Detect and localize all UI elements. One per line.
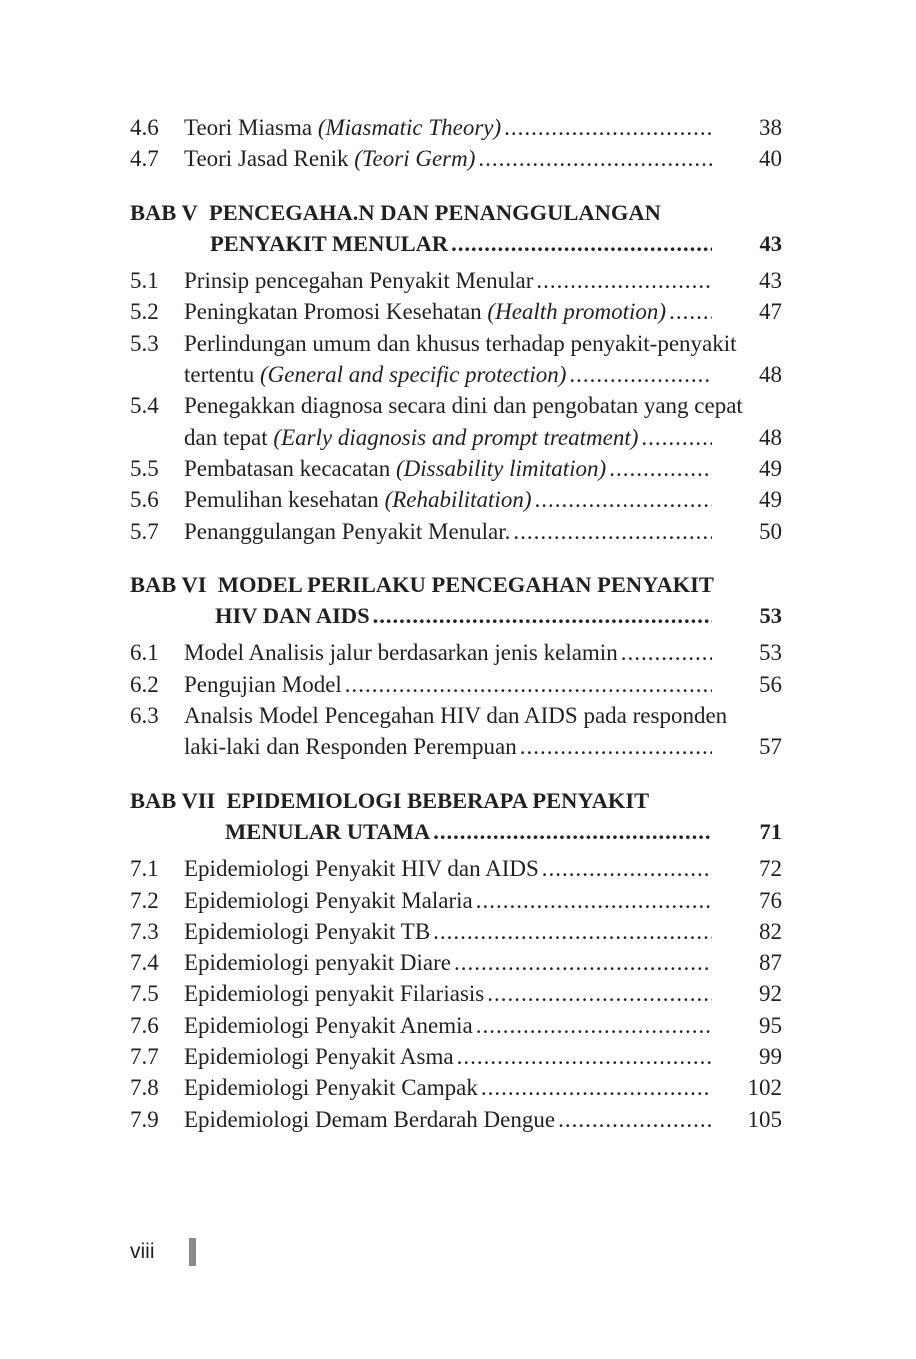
entry-title [184,637,742,668]
toc-entry [130,731,782,762]
entry-text [184,637,618,668]
dot-leader [451,228,712,259]
dot-leader [641,422,712,453]
entry-text [184,359,566,390]
toc-entry [130,1072,782,1103]
entry-page: 87 [759,950,782,976]
entry-page: 72 [759,856,782,882]
entry-title-text: Epidemiologi Penyakit Asma [184,1044,454,1070]
entry-page: 38 [759,115,782,140]
entry-text [184,853,539,884]
entry-title [184,1041,742,1072]
entry-page: 48 [759,362,782,388]
toc-entry [130,296,782,327]
entry-page: 49 [759,487,782,513]
toc-entry [130,1104,782,1135]
entry-number: 7.4 [130,950,159,976]
entry-page: 49 [759,455,782,481]
entry-number: 7.3 [130,918,159,944]
entry-text [184,1072,478,1103]
entry-number: 5.4 [130,393,159,419]
entry-title-italic: (Teori Germ) [354,146,476,172]
toc-entry [130,637,782,668]
entry-title-italic: (Miasmatic Theory) [317,115,502,140]
dot-leader [481,1072,712,1103]
toc-entry [130,453,782,484]
entry-number: 7.9 [130,1106,159,1132]
entry-title-text: Perlindungan umum dan khusus terhadap penyakit-penyakit [184,330,737,356]
entry-title-text: Penanggulangan Penyakit Menular. [184,518,511,544]
toc-entry [130,1041,782,1072]
entry-title-text: Teori Jasad Renik [184,146,349,172]
entry-text [184,978,484,1009]
toc-entry [130,328,782,359]
chapter-entry [130,228,782,259]
entry-title-text: Epidemiologi Penyakit Malaria [184,887,473,913]
chapter-label: BAB VII [130,787,216,813]
chapter-title-line1: EPIDEMIOLOGI BEBERAPA PENYAKIT [226,787,650,813]
page-number: viii [130,1240,155,1263]
entry-page: 53 [759,640,782,666]
entry-title-italic: (Rehabilitation) [384,487,532,513]
entry-title [184,669,742,700]
entry-number: 7.1 [130,856,159,882]
toc-entry [130,1010,782,1041]
entry-text [184,1010,473,1041]
toc-entry [130,700,782,731]
entry-title-text: Penegakkan diagnosa secara dini dan pengobatan yang cepat [184,393,743,419]
entry-title-text: Pembatasan kecacatan [184,455,391,481]
dot-leader [513,516,712,547]
entry-text [184,1041,454,1072]
entry-text [184,916,430,947]
entry-title [184,731,742,762]
chapter-heading [130,197,782,228]
chapter-page: 43 [759,230,782,256]
dot-leader [433,816,712,847]
entry-title-text: Epidemiologi Penyakit Campak [184,1075,478,1101]
chapter-label: BAB VI [130,571,207,597]
entry-title-text: Epidemiologi Penyakit Anemia [184,1012,473,1038]
chapter-page: 53 [759,603,782,629]
entry-text [184,296,666,327]
toc-entry [130,484,782,515]
chapter-entry [130,600,782,631]
entry-title [184,1104,742,1135]
entry-title [184,516,742,547]
dot-leader [476,885,712,916]
entry-text [184,947,451,978]
dot-leader [609,453,712,484]
entry-number: 7.2 [130,887,159,913]
chapter-title [215,600,742,631]
toc-entry [130,390,782,421]
chapter-title-line1: MODEL PERILAKU PENCEGAHAN PENYAKIT [217,571,714,597]
entry-title-text: laki-laki dan Responden Perempuan [184,734,517,760]
entry-title-text: Epidemiologi Penyakit TB [184,918,431,944]
entry-title-text: tertentu [184,362,255,388]
entry-title [184,296,742,327]
toc-entry [130,422,782,453]
entry-title [184,885,742,916]
chapter-page: 71 [759,818,782,844]
entry-title-text: Epidemiologi Penyakit HIV dan AIDS [184,856,539,882]
entry-title-italic: (Health promotion) [487,299,667,325]
dot-leader [520,731,712,762]
entry-number: 4.6 [130,115,159,140]
entry-title-text: Epidemiologi penyakit Diare [184,950,451,976]
entry-title-italic: (General and specific protection) [260,362,567,388]
entry-number: 5.3 [130,330,159,356]
dot-leader [569,359,712,390]
chapter-title-line2: MENULAR UTAMA [225,818,431,844]
entry-title [184,422,742,453]
entry-title-text: Epidemiologi Demam Berdarah Dengue [184,1106,556,1132]
entry-title [184,484,742,515]
dot-leader [457,1041,712,1072]
entry-title-text: Teori Miasma [184,115,313,140]
entry-text [184,484,531,515]
entry-page: 76 [759,887,782,913]
entry-number: 5.2 [130,299,159,325]
toc-entry [130,265,782,296]
entry-title-text: Pengujian Model [184,671,342,697]
entry-page: 47 [759,299,782,325]
entry-text [184,453,606,484]
toc-entry [130,143,782,174]
entry-number: 6.3 [130,703,159,729]
chapter-title [210,228,742,259]
entry-title-text: Model Analisis jalur berdasarkan jenis kelamin [184,640,618,666]
entry-text [184,885,473,916]
dot-leader [345,669,712,700]
chapter-entry [130,816,782,847]
page-footer [130,1238,196,1266]
entry-title [184,112,742,143]
entry-page: 105 [747,1106,782,1132]
entry-title-text: dan tepat [184,424,268,450]
entry-page: 56 [759,671,782,697]
chapter-title-line2: HIV DAN AIDS [215,603,370,629]
toc-entry [130,978,782,1009]
footer-bar [189,1238,196,1266]
entry-page: 95 [759,1012,782,1038]
entry-title [184,390,782,421]
dot-leader [487,978,712,1009]
chapter-heading [130,785,782,816]
entry-title-italic: (Early diagnosis and prompt treatment) [273,424,639,450]
dot-leader [558,1104,712,1135]
entry-title [184,453,742,484]
entry-number: 7.7 [130,1044,159,1070]
toc-entry [130,853,782,884]
toc-entry [130,916,782,947]
entry-text [184,143,475,174]
dot-leader [542,853,712,884]
chapter-heading [130,569,782,600]
chapter-title-line2: PENYAKIT MENULAR [210,230,449,256]
entry-number: 6.2 [130,671,159,697]
entry-text [184,669,342,700]
entry-title-text: Analsis Model Pencegahan HIV dan AIDS pada responden [184,703,728,729]
entry-page: 48 [759,424,782,450]
entry-number: 7.5 [130,981,159,1007]
entry-text [184,516,510,547]
table-of-contents [130,112,782,1135]
entry-title [184,700,782,731]
entry-page: 92 [759,981,782,1007]
entry-number: 7.8 [130,1075,159,1101]
entry-title [184,916,742,947]
entry-page: 99 [759,1044,782,1070]
entry-title [184,1072,742,1103]
dot-leader [454,947,712,978]
entry-title-italic: (Dissability limitation) [396,455,607,481]
dot-leader [433,916,712,947]
toc-entry [130,112,782,143]
entry-title [184,359,742,390]
entry-text [184,422,638,453]
entry-title [184,328,782,359]
dot-leader [504,112,712,143]
toc-entry [130,885,782,916]
entry-number: 4.7 [130,146,159,172]
entry-page: 102 [747,1075,782,1101]
toc-entry [130,359,782,390]
entry-title [184,978,742,1009]
entry-page: 50 [759,518,782,544]
chapter-title-line1: PENCEGAHA.N DAN PENANGGULANGAN [208,199,661,225]
entry-text [184,1104,555,1135]
entry-title [184,143,742,174]
toc-entry [130,516,782,547]
chapter-label: BAB V [130,199,198,225]
entry-title-text: Pemulihan kesehatan [184,487,379,513]
entry-title-text: Peningkatan Promosi Kesehatan [184,299,482,325]
entry-number: 5.7 [130,518,159,544]
entry-title [184,947,742,978]
entry-number: 7.6 [130,1012,159,1038]
dot-leader [536,265,712,296]
dot-leader [669,296,712,327]
entry-number: 6.1 [130,640,159,666]
entry-page: 40 [759,146,782,172]
dot-leader [478,143,712,174]
entry-number: 5.6 [130,487,159,513]
entry-title [184,265,742,296]
entry-title-text: Prinsip pencegahan Penyakit Menular [184,268,534,294]
entry-text [184,265,533,296]
entry-text [184,112,501,143]
dot-leader [534,484,712,515]
entry-number: 5.1 [130,268,159,294]
chapter-title [225,816,742,847]
entry-number: 5.5 [130,455,159,481]
dot-leader [373,600,712,631]
dot-leader [476,1010,712,1041]
entry-page: 57 [759,734,782,760]
dot-leader [621,637,712,668]
entry-title [184,853,742,884]
entry-page: 43 [759,268,782,294]
toc-entry [130,947,782,978]
entry-page: 82 [759,918,782,944]
toc-entry [130,669,782,700]
entry-title [184,1010,742,1041]
entry-title-text: Epidemiologi penyakit Filariasis [184,981,485,1007]
entry-text [184,731,517,762]
